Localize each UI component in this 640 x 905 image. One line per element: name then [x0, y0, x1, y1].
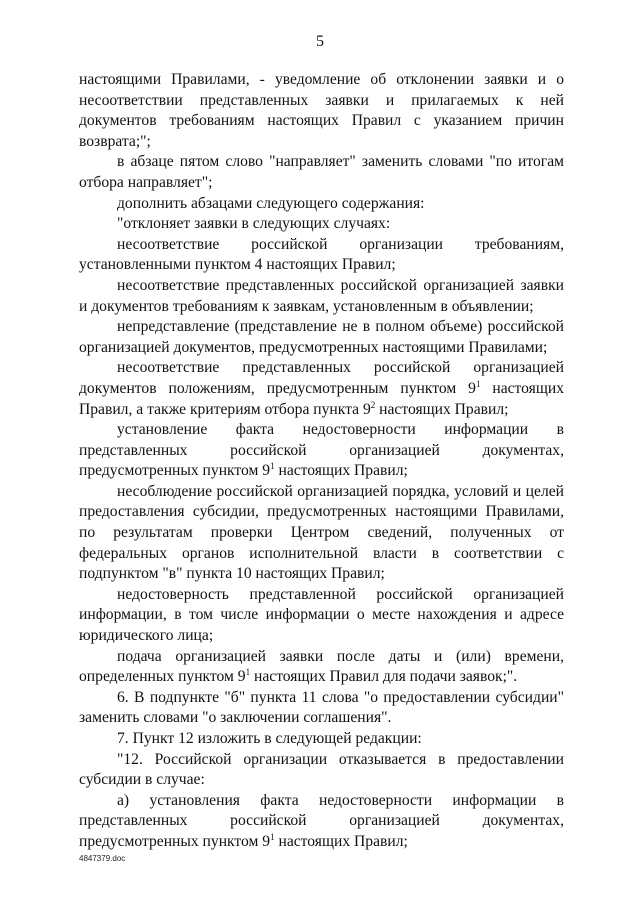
paragraph: непредставление (представление не в полном объеме) российской организацией документов, предусмотренных настоящими Правилами; [79, 318, 564, 356]
paragraph: "отклоняет заявки в следующих случаях: [117, 215, 391, 233]
paragraph: подача организацией заявки после даты и (или) времени, определенных пунктом $9^1$ настоящих Правил для подачи заявок;". [79, 647, 564, 686]
paragraph: а) установления факта недостоверности информации в представленных российской организацией документах, предусмотренных пунктом $9^1$ настоящих Правил; [79, 791, 564, 850]
paragraph: несоблюдение российской организацией порядка, условий и целей предоставления субсидии, предусмотренных настоящими Правилами, по результатам проверки Центром сведений, полученных от федеральных органов исполнительной власти в соответствии с подпунктом "в" пункта 10 настоящих Правил; [79, 482, 564, 583]
document-body [79, 70, 564, 853]
paragraph: 7. Пункт 12 изложить в следующей редакции: [117, 730, 422, 747]
superscript: 2 [370, 399, 376, 410]
paragraph: установление факта недостоверности информации в представленных российской организацией документах, предусмотренных пунктом $9^1$ настоящих Правил; [79, 421, 564, 480]
paragraph: 6. В подпункте "б" пункта 11 слова "о предоставлении субсидии" заменить словами "о заключении соглашения". [79, 688, 564, 727]
superscript: 1 [245, 667, 251, 678]
paragraph: "12. Российской организации отказывается в предоставлении субсидии в случае: [79, 750, 564, 789]
superscript: 1 [270, 461, 275, 472]
superscript: 1 [270, 831, 275, 842]
paragraph: несоответствие российской организации требованиям, установленными пунктом 4 настоящих Правил; [79, 235, 564, 274]
footer-filename: 4847379.doc [79, 854, 126, 863]
page-number: 5 [316, 33, 324, 50]
paragraph: настоящими Правилами, - уведомление об отклонении заявки и о несоответствии представленных заявки и прилагаемых к ней документов требованиям настоящих Правил с указанием причин возврата;"; [79, 71, 564, 150]
paragraph: несоответствие представленных российской организацией документов положениям, предусмотренным пунктом $9^1$ настоящих Правил, а также критериям отбора пункта $9^2$ настоящих Правил; [79, 359, 564, 418]
paragraph: несоответствие представленных российской организацией заявки и документов требованиям к заявкам, установленным в объявлении; [79, 276, 564, 315]
paragraph: дополнить абзацами следующего содержания: [117, 194, 425, 212]
superscript: 1 [475, 378, 481, 389]
paragraph: недостоверность представленной российской организацией информации, в том числе информации о месте нахождения и адресе юридического лица; [79, 585, 564, 645]
paragraph: в абзаце пятом слово "направляет" заменить словами "по итогам отбора направляет"; [79, 153, 564, 191]
